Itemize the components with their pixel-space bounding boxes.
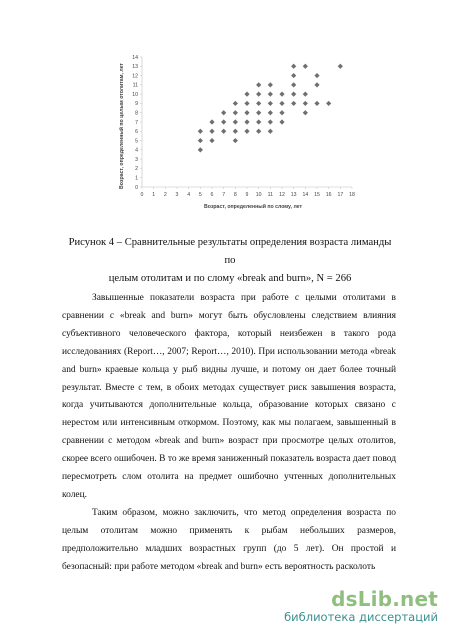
plot-area: [132, 55, 355, 198]
y-tick-label: 0: [135, 184, 138, 191]
x-tick-label: 5: [198, 192, 202, 198]
x-tick-label: 8: [233, 192, 237, 198]
watermark-tagline: библиотека диссертаций: [284, 610, 438, 624]
y-tick-label: 12: [132, 73, 138, 80]
y-axis-label: Возраст, определенный по целым отолитам, лет: [119, 63, 125, 189]
data-point: [303, 101, 308, 106]
data-point: [244, 110, 249, 115]
data-point: [244, 129, 249, 134]
data-point: [291, 92, 296, 97]
x-tick-label: 10: [255, 192, 262, 198]
data-point: [198, 147, 203, 152]
data-point: [291, 101, 296, 106]
data-point: [291, 64, 296, 69]
data-point: [338, 64, 343, 69]
x-tick-label: 12: [279, 192, 285, 198]
watermark: [284, 588, 438, 624]
x-tick-label: 6: [210, 192, 214, 198]
x-axis-label: Возраст, определенный по слому, лет: [203, 204, 303, 210]
data-point: [244, 101, 249, 106]
data-point: [268, 82, 273, 87]
data-point: [209, 138, 214, 143]
paragraph-2: Таким образом, можно заключить, что метод определения возраста по целым отолитам можно применять к рыбам небольших размеров, предположительно младших возрастных групп (до 5 лет). Он простой и безопасный: при работе методом «break and burn» есть вероятность расколоть: [62, 507, 396, 572]
data-point: [256, 119, 261, 124]
data-point: [303, 64, 308, 69]
y-tick-label: 2: [135, 166, 138, 173]
data-point: [326, 101, 331, 106]
y-tick-label: 4: [135, 147, 138, 154]
y-tick-label: 14: [132, 54, 138, 61]
x-tick-label: 1: [152, 192, 156, 198]
data-point: [279, 92, 284, 97]
data-point: [198, 129, 203, 134]
data-point: [291, 82, 296, 87]
x-tick-label: 4: [187, 192, 191, 198]
data-point: [198, 138, 203, 143]
data-point: [268, 119, 273, 124]
y-tick-label: 10: [132, 91, 138, 98]
x-tick-label: 9: [245, 192, 249, 198]
data-point: [233, 101, 238, 106]
data-point: [303, 110, 308, 115]
y-tick-label: 13: [132, 64, 138, 71]
data-point: [233, 119, 238, 124]
data-point: [279, 110, 284, 115]
x-tick-label: 17: [337, 192, 344, 198]
caption-line-1: Рисунок 4 – Сравнительные результаты определения возраста лиманды по: [68, 237, 392, 266]
scatter-chart: [108, 48, 358, 213]
data-point: [279, 101, 284, 106]
y-tick-label: 5: [135, 138, 138, 145]
data-point: [303, 92, 308, 97]
caption-line-2: целым отолитам и по слому «break and burn», N = 266: [108, 273, 352, 284]
data-point: [209, 119, 214, 124]
y-tick-label: 9: [135, 101, 138, 108]
data-point: [268, 92, 273, 97]
x-tick-label: 11: [267, 192, 274, 198]
body-text: [62, 290, 396, 577]
data-point: [314, 101, 319, 106]
data-point: [291, 73, 296, 78]
data-point: [221, 110, 226, 115]
data-point: [256, 92, 261, 97]
x-tick-label: 18: [349, 192, 355, 198]
x-tick-label: 0: [140, 192, 144, 198]
x-tick-label: 2: [163, 192, 167, 198]
x-tick-label: 13: [290, 192, 297, 198]
data-point: [268, 129, 273, 134]
x-tick-label: 16: [325, 192, 332, 198]
data-point: [314, 82, 319, 87]
y-tick-label: 1: [135, 175, 138, 182]
data-point: [256, 110, 261, 115]
y-tick-label: 6: [135, 129, 138, 136]
x-tick-label: 3: [175, 192, 179, 198]
x-tick-label: 15: [314, 192, 320, 198]
data-point: [209, 129, 214, 134]
x-tick-label: 7: [222, 192, 226, 198]
paragraph-1: Завышенные показатели возраста при работе с целыми отолитами в сравнении с «break and burn» могут быть обусловлены следствием влияния субъективного человеческого фактора, который неизбежен в такого рода исследованиях (Report…, 2007; Report…, 2010). При использовании метода «break and burn» краевые кольца у рыб видны лучше, и потому он дает более точный результат. Вместе с тем, в обоих методах существует риск завышения возраста, когда учитываются дополнительные кольца, образование которых связано с нерестом или интенсивным откормом. Поэтому, как мы полагаем, завышенный в сравнении с методом «break and burn» возраст при просмотре целых отолитов, скорее всего ошибочен. В то же время заниженный показатель возраста дает повод пересмотреть слом отолита на предмет ошибочно учтенных дополнительных колец.: [62, 293, 396, 500]
data-point: [256, 82, 261, 87]
data-point: [221, 129, 226, 134]
x-tick-label: 14: [302, 192, 309, 198]
data-point: [256, 129, 261, 134]
data-point: [233, 138, 238, 143]
data-point: [233, 110, 238, 115]
data-point: [233, 129, 238, 134]
data-point: [244, 92, 249, 97]
watermark-logo: dsLib.net: [331, 587, 438, 611]
y-tick-label: 7: [135, 119, 138, 126]
data-point: [314, 73, 319, 78]
figure-caption: [62, 234, 398, 288]
data-point: [268, 110, 273, 115]
data-point: [256, 101, 261, 106]
data-point: [268, 101, 273, 106]
data-point: [279, 119, 284, 124]
data-point: [221, 119, 226, 124]
y-tick-label: 3: [135, 156, 138, 163]
y-tick-label: 11: [132, 82, 138, 89]
data-point: [244, 119, 249, 124]
y-tick-label: 8: [135, 110, 138, 117]
